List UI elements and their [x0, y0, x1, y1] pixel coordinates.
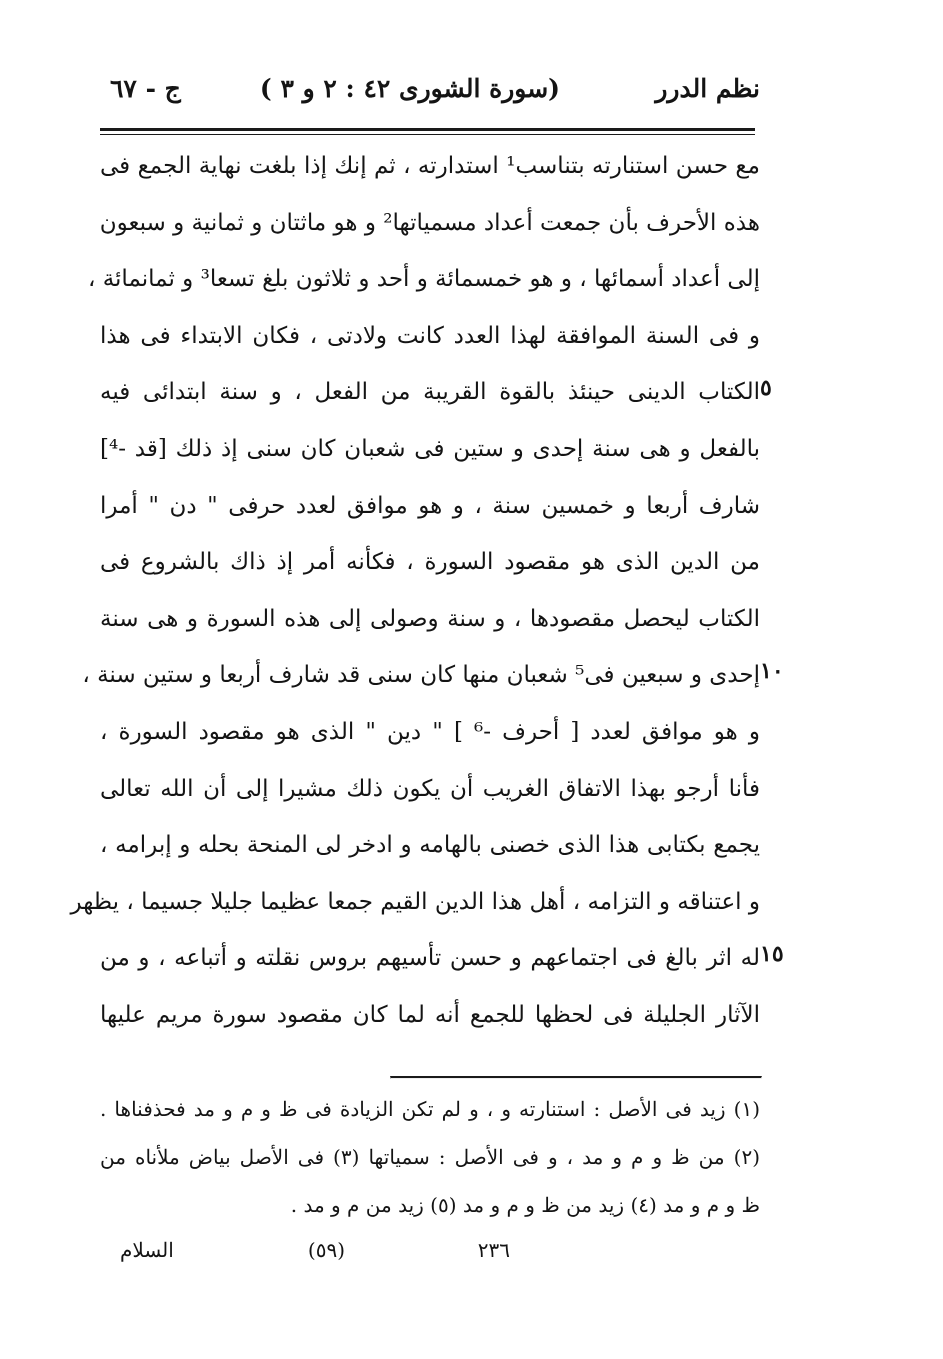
footnote-line: (٢) من ظ و م و مد ، و فى الأصل : سمياتها (٣) فى الأصل بياض ملأناه من — [100, 1145, 760, 1169]
footnotes — [100, 1085, 760, 1229]
header-rule-thin — [100, 134, 755, 135]
text-line: الكتاب الدينى حينئذ بالقوة القريبة من الفعل ، و سنة ابتدائى فيه — [100, 379, 760, 406]
book-title: نظم الدرر — [655, 74, 760, 103]
text-line: بالفعل و هى سنة إحدى و ستين فى شعبان كان سنى إذ ذلك [قد -⁴] — [100, 435, 760, 462]
sheet-number: (٥٩) — [307, 1238, 345, 1262]
line-number-10: ١٠ — [760, 658, 784, 684]
volume-page-marker: ج - ٦٧ — [110, 74, 181, 103]
text-line: شارف أربعا و خمسين سنة ، و هو موافق لعدد حرفى " دن " أمرا — [100, 492, 760, 519]
text-line: و هو موافق لعدد [ أحرف -⁶ ] " دين " الذى هو مقصود السورة ، — [100, 718, 760, 745]
header-rule — [100, 128, 755, 131]
text-line: و فى السنة الموافقة لهذا العدد كانت ولادتى ، فكان الابتداء فى هذا — [100, 322, 760, 349]
line-number-15: ١٥ — [760, 941, 784, 967]
footnote-rule — [390, 1076, 762, 1079]
text-line: إحدى و سبعين فى⁵ شعبان منها كان سنى قد شارف أربعا و ستين سنة ، — [82, 662, 760, 689]
page-signature — [120, 1232, 520, 1272]
running-header — [100, 70, 760, 114]
catchword: السلام — [120, 1238, 174, 1262]
text-line: الآثار الجليلة فى لحظها للجمع أنه لما كان مقصود سورة مريم عليها — [100, 1001, 760, 1028]
main-text — [70, 138, 760, 1044]
text-line: هذه الأحرف بأن جمعت أعداد مسمياتها² و هو ماثتان و ثمانية و سبعون — [99, 209, 760, 236]
footnote-line: ظ و م و مد (٤) زيد من ظ و م و مد (٥) زيد من م و مد . — [290, 1193, 760, 1217]
text-line: من الدين الذى هو مقصود السورة ، فكأنه أمر إذ ذاك بالشروع فى — [100, 549, 760, 576]
text-line: مع حسن استنارته بتناسب¹ استدارته ، ثم إنك إذا بلغت نهاية الجمع فى — [100, 153, 760, 179]
page-number: ٢٣٦ — [477, 1238, 510, 1262]
line-number-5: ٥ — [760, 375, 772, 401]
text-line: له اثر بالغ فى اجتماعهم و حسن تأسيهم بروس نقلته و أتباعه ، و من — [100, 945, 760, 972]
footnote-line: (١) زيد فى الأصل : استنارته و ، و لم تكن الزيادة فى ظ و م و مد فحذفناها . — [100, 1097, 760, 1121]
text-line: الكتاب ليحصل مقصودها ، و سنة وصولى إلى هذه السورة و هى سنة — [100, 605, 760, 632]
text-line: و اعتناقه و التزامه ، أهل هذا الدين القيم جمعا عظيما جليلا جسيما ، يظهر — [70, 888, 760, 915]
surah-reference: (سورة الشورى ٤٢ : ٢ و ٣ ) — [259, 74, 560, 103]
text-line: فأنا أرجو بهذا الاتفاق الغريب أن يكون ذلك مشيرا إلى أن الله تعالى — [100, 775, 760, 802]
text-line: يجمع بكتابى هذا الذى خصنى بالهامه و ادخر لى المنحة بحله و إبرامه ، — [100, 832, 760, 859]
text-line: إلى أعداد أسمائها ، و هو خمسمائة و أحد و ثلاثون بلغ تسعا³ و ثمانمائة ، — [87, 266, 760, 293]
